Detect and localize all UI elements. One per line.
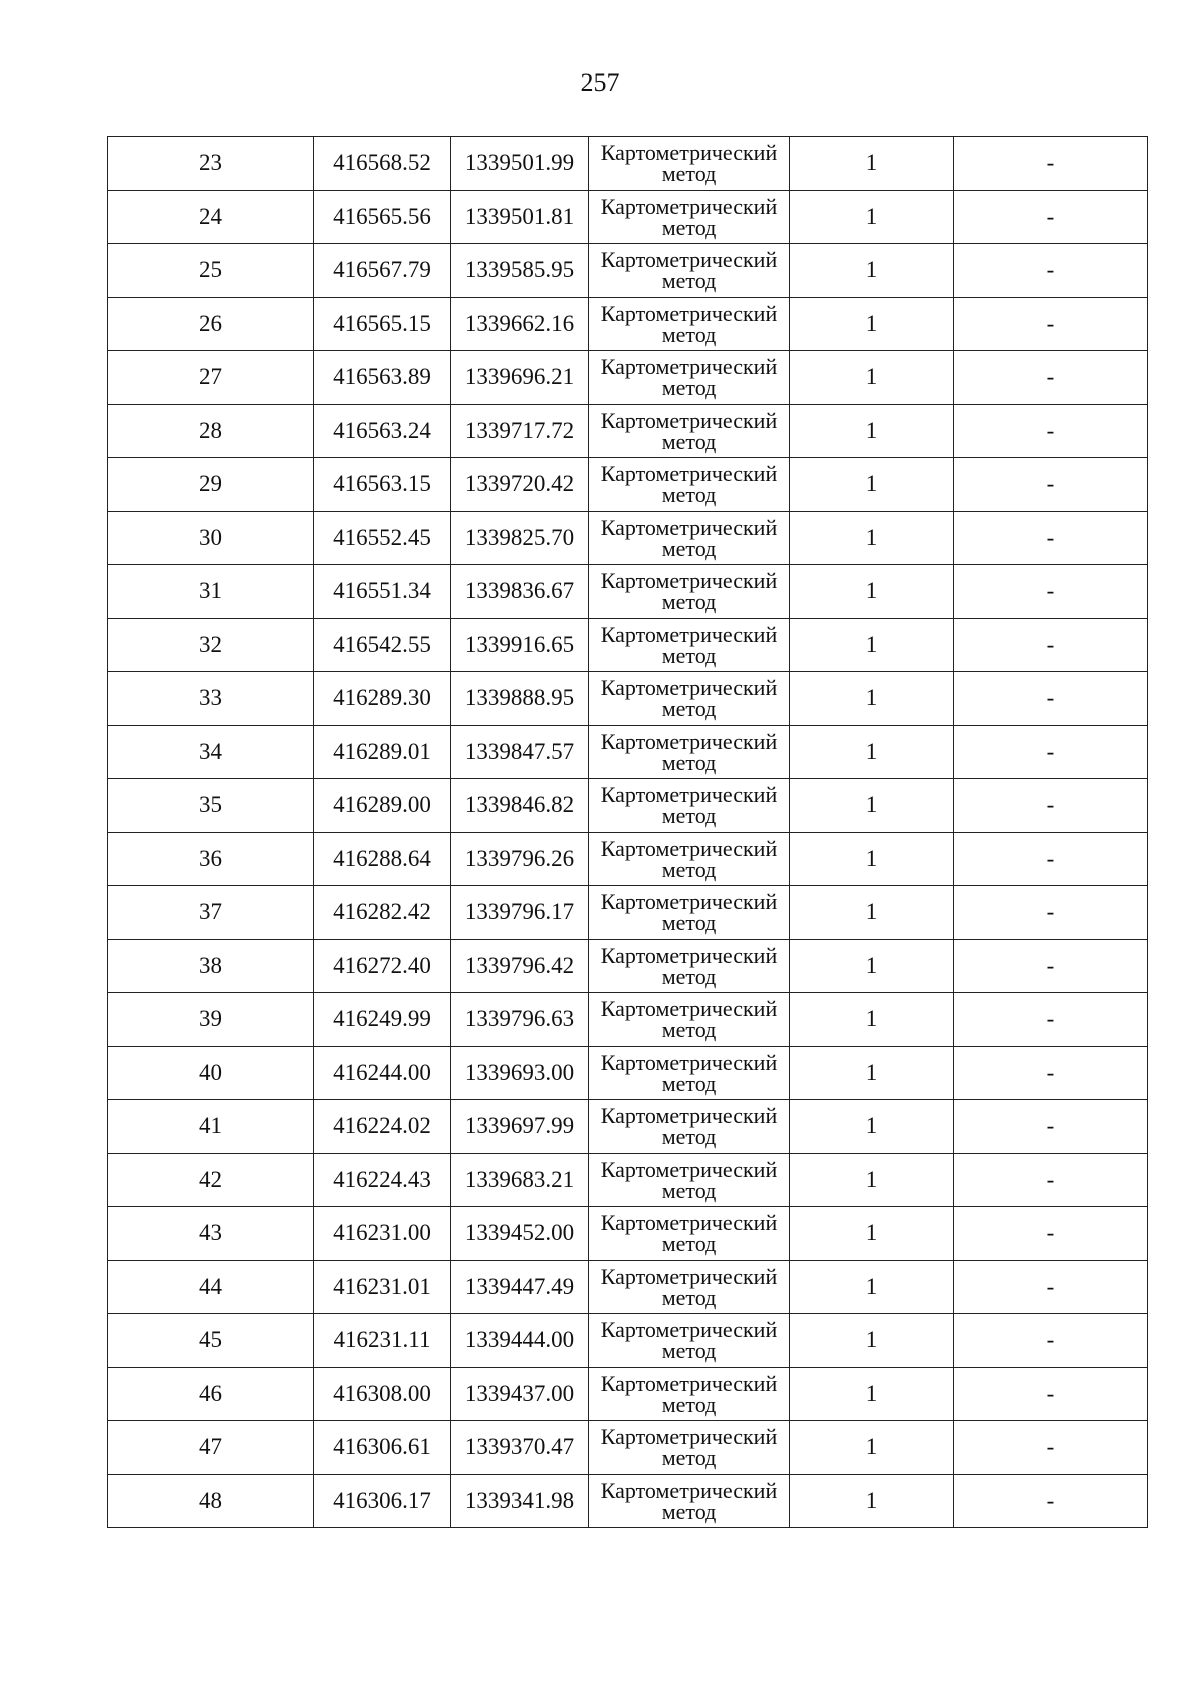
method-label-line1: Картометрический	[600, 835, 778, 861]
precision-cell: 1	[790, 1100, 954, 1154]
y-coordinate-cell: 1339796.63	[451, 993, 589, 1047]
x-coordinate-cell: 416231.01	[314, 1260, 451, 1314]
method-label-line1: Картометрический	[600, 407, 778, 433]
table-row	[108, 1260, 1148, 1314]
method-label-line1: Картометрический	[600, 675, 778, 701]
x-coordinate-cell: 416306.17	[314, 1474, 451, 1528]
method-label-line2: метод	[661, 268, 717, 294]
precision-cell: 1	[790, 297, 954, 351]
x-coordinate-cell: 416565.15	[314, 297, 451, 351]
y-coordinate-cell: 1339916.65	[451, 618, 589, 672]
note-cell: -	[954, 1153, 1148, 1207]
method-cell	[589, 993, 790, 1047]
method-label-line1: Картометрический	[600, 728, 778, 754]
method-label-line1: Картометрический	[600, 1263, 778, 1289]
precision-cell: 1	[790, 886, 954, 940]
y-coordinate-cell: 1339501.99	[451, 137, 589, 191]
x-coordinate-cell: 416565.56	[314, 190, 451, 244]
point-number-cell: 35	[108, 779, 314, 833]
method-label-line2: метод	[661, 856, 717, 882]
method-label-line2: метод	[661, 161, 717, 187]
method-label-line1: Картометрический	[600, 1049, 778, 1075]
note-cell: -	[954, 565, 1148, 619]
table-row	[108, 458, 1148, 512]
point-number-cell: 46	[108, 1367, 314, 1421]
precision-cell: 1	[790, 993, 954, 1047]
y-coordinate-cell: 1339370.47	[451, 1421, 589, 1475]
method-label-line1: Картометрический	[600, 1477, 778, 1503]
method-label-line1: Картометрический	[600, 461, 778, 487]
precision-cell: 1	[790, 511, 954, 565]
method-label-line2: метод	[661, 375, 717, 401]
note-cell: -	[954, 725, 1148, 779]
method-label-line2: метод	[661, 642, 717, 668]
method-label-line2: метод	[661, 1124, 717, 1150]
method-cell	[589, 565, 790, 619]
table-row	[108, 1421, 1148, 1475]
method-label-line2: метод	[661, 696, 717, 722]
precision-cell: 1	[790, 1260, 954, 1314]
y-coordinate-cell: 1339720.42	[451, 458, 589, 512]
table-row	[108, 939, 1148, 993]
table-row	[108, 779, 1148, 833]
method-label-line2: метод	[661, 1231, 717, 1257]
method-label-line2: метод	[661, 1177, 717, 1203]
method-cell	[589, 297, 790, 351]
note-cell: -	[954, 886, 1148, 940]
x-coordinate-cell: 416244.00	[314, 1046, 451, 1100]
method-cell	[589, 244, 790, 298]
point-number-cell: 40	[108, 1046, 314, 1100]
precision-cell: 1	[790, 137, 954, 191]
note-cell: -	[954, 297, 1148, 351]
method-cell	[589, 137, 790, 191]
table-row	[108, 137, 1148, 191]
y-coordinate-cell: 1339662.16	[451, 297, 589, 351]
table-row	[108, 244, 1148, 298]
y-coordinate-cell: 1339847.57	[451, 725, 589, 779]
precision-cell: 1	[790, 404, 954, 458]
note-cell: -	[954, 137, 1148, 191]
method-cell	[589, 832, 790, 886]
point-number-cell: 28	[108, 404, 314, 458]
point-number-cell: 26	[108, 297, 314, 351]
y-coordinate-cell: 1339888.95	[451, 672, 589, 726]
precision-cell: 1	[790, 565, 954, 619]
note-cell: -	[954, 244, 1148, 298]
method-label-line1: Картометрический	[600, 1156, 778, 1182]
method-cell	[589, 1207, 790, 1261]
x-coordinate-cell: 416563.89	[314, 351, 451, 405]
point-number-cell: 44	[108, 1260, 314, 1314]
precision-cell: 1	[790, 725, 954, 779]
note-cell: -	[954, 779, 1148, 833]
method-label-line1: Картометрический	[600, 1317, 778, 1343]
point-number-cell: 41	[108, 1100, 314, 1154]
note-cell: -	[954, 511, 1148, 565]
method-cell	[589, 1153, 790, 1207]
x-coordinate-cell: 416289.00	[314, 779, 451, 833]
table-row	[108, 351, 1148, 405]
coordinates-table-body	[108, 137, 1148, 1528]
precision-cell: 1	[790, 672, 954, 726]
note-cell: -	[954, 190, 1148, 244]
method-cell	[589, 351, 790, 405]
method-label-line2: метод	[661, 1498, 717, 1524]
y-coordinate-cell: 1339796.42	[451, 939, 589, 993]
method-cell	[589, 1421, 790, 1475]
x-coordinate-cell: 416289.01	[314, 725, 451, 779]
x-coordinate-cell: 416249.99	[314, 993, 451, 1047]
point-number-cell: 29	[108, 458, 314, 512]
note-cell: -	[954, 1046, 1148, 1100]
x-coordinate-cell: 416289.30	[314, 672, 451, 726]
method-label-line2: метод	[661, 803, 717, 829]
y-coordinate-cell: 1339825.70	[451, 511, 589, 565]
table-row	[108, 886, 1148, 940]
precision-cell: 1	[790, 458, 954, 512]
method-label-line2: метод	[661, 1445, 717, 1471]
precision-cell: 1	[790, 351, 954, 405]
y-coordinate-cell: 1339796.26	[451, 832, 589, 886]
precision-cell: 1	[790, 1207, 954, 1261]
x-coordinate-cell: 416552.45	[314, 511, 451, 565]
y-coordinate-cell: 1339717.72	[451, 404, 589, 458]
table-row	[108, 725, 1148, 779]
method-label-line2: метод	[661, 535, 717, 561]
point-number-cell: 42	[108, 1153, 314, 1207]
x-coordinate-cell: 416308.00	[314, 1367, 451, 1421]
y-coordinate-cell: 1339836.67	[451, 565, 589, 619]
y-coordinate-cell: 1339437.00	[451, 1367, 589, 1421]
x-coordinate-cell: 416224.02	[314, 1100, 451, 1154]
point-number-cell: 48	[108, 1474, 314, 1528]
method-label-line2: метод	[661, 1284, 717, 1310]
method-cell	[589, 779, 790, 833]
method-label-line1: Картометрический	[600, 300, 778, 326]
method-label-line1: Картометрический	[600, 1370, 778, 1396]
point-number-cell: 31	[108, 565, 314, 619]
x-coordinate-cell: 416567.79	[314, 244, 451, 298]
note-cell: -	[954, 1260, 1148, 1314]
precision-cell: 1	[790, 939, 954, 993]
method-cell	[589, 1367, 790, 1421]
point-number-cell: 43	[108, 1207, 314, 1261]
note-cell: -	[954, 351, 1148, 405]
method-cell	[589, 1100, 790, 1154]
method-cell	[589, 1314, 790, 1368]
method-label-line1: Картометрический	[600, 354, 778, 380]
precision-cell: 1	[790, 618, 954, 672]
point-number-cell: 37	[108, 886, 314, 940]
method-label-line2: метод	[661, 589, 717, 615]
method-cell	[589, 1046, 790, 1100]
point-number-cell: 24	[108, 190, 314, 244]
x-coordinate-cell: 416551.34	[314, 565, 451, 619]
precision-cell: 1	[790, 1046, 954, 1100]
table-row	[108, 511, 1148, 565]
table-row	[108, 1207, 1148, 1261]
x-coordinate-cell: 416231.00	[314, 1207, 451, 1261]
table-row	[108, 672, 1148, 726]
note-cell: -	[954, 458, 1148, 512]
note-cell: -	[954, 404, 1148, 458]
method-label-line2: метод	[661, 1070, 717, 1096]
table-row	[108, 297, 1148, 351]
y-coordinate-cell: 1339452.00	[451, 1207, 589, 1261]
x-coordinate-cell: 416568.52	[314, 137, 451, 191]
precision-cell: 1	[790, 1474, 954, 1528]
note-cell: -	[954, 618, 1148, 672]
method-cell	[589, 886, 790, 940]
method-label-line1: Картометрический	[600, 621, 778, 647]
precision-cell: 1	[790, 1421, 954, 1475]
method-cell	[589, 190, 790, 244]
method-label-line1: Картометрический	[600, 1424, 778, 1450]
x-coordinate-cell: 416282.42	[314, 886, 451, 940]
x-coordinate-cell: 416224.43	[314, 1153, 451, 1207]
x-coordinate-cell: 416231.11	[314, 1314, 451, 1368]
method-label-line2: метод	[661, 321, 717, 347]
method-cell	[589, 939, 790, 993]
method-cell	[589, 725, 790, 779]
method-cell	[589, 404, 790, 458]
y-coordinate-cell: 1339447.49	[451, 1260, 589, 1314]
method-label-line1: Картометрический	[600, 942, 778, 968]
point-number-cell: 32	[108, 618, 314, 672]
y-coordinate-cell: 1339693.00	[451, 1046, 589, 1100]
method-label-line1: Картометрический	[600, 193, 778, 219]
point-number-cell: 47	[108, 1421, 314, 1475]
table-row	[108, 1100, 1148, 1154]
point-number-cell: 39	[108, 993, 314, 1047]
method-label-line2: метод	[661, 963, 717, 989]
y-coordinate-cell: 1339683.21	[451, 1153, 589, 1207]
y-coordinate-cell: 1339696.21	[451, 351, 589, 405]
y-coordinate-cell: 1339846.82	[451, 779, 589, 833]
point-number-cell: 23	[108, 137, 314, 191]
method-cell	[589, 1260, 790, 1314]
table-row	[108, 1153, 1148, 1207]
method-label-line2: метод	[661, 749, 717, 775]
method-label-line2: метод	[661, 1338, 717, 1364]
y-coordinate-cell: 1339444.00	[451, 1314, 589, 1368]
method-label-line2: метод	[661, 214, 717, 240]
method-cell	[589, 672, 790, 726]
table-row	[108, 404, 1148, 458]
table-row	[108, 1474, 1148, 1528]
x-coordinate-cell: 416563.24	[314, 404, 451, 458]
method-label-line1: Картометрический	[600, 1103, 778, 1129]
precision-cell: 1	[790, 244, 954, 298]
x-coordinate-cell: 416542.55	[314, 618, 451, 672]
note-cell: -	[954, 1314, 1148, 1368]
method-label-line1: Картометрический	[600, 568, 778, 594]
table-row	[108, 618, 1148, 672]
precision-cell: 1	[790, 779, 954, 833]
x-coordinate-cell: 416563.15	[314, 458, 451, 512]
method-label-line2: метод	[661, 428, 717, 454]
y-coordinate-cell: 1339341.98	[451, 1474, 589, 1528]
point-number-cell: 25	[108, 244, 314, 298]
table-row	[108, 993, 1148, 1047]
note-cell: -	[954, 832, 1148, 886]
method-label-line2: метод	[661, 1391, 717, 1417]
method-cell	[589, 458, 790, 512]
point-number-cell: 33	[108, 672, 314, 726]
note-cell: -	[954, 1421, 1148, 1475]
method-label-line2: метод	[661, 482, 717, 508]
x-coordinate-cell: 416306.61	[314, 1421, 451, 1475]
method-label-line1: Картометрический	[600, 782, 778, 808]
note-cell: -	[954, 1207, 1148, 1261]
table-row	[108, 832, 1148, 886]
method-label-line1: Картометрический	[600, 889, 778, 915]
note-cell: -	[954, 1474, 1148, 1528]
method-label-line1: Картометрический	[600, 140, 778, 166]
y-coordinate-cell: 1339501.81	[451, 190, 589, 244]
point-number-cell: 45	[108, 1314, 314, 1368]
precision-cell: 1	[790, 1367, 954, 1421]
page-number: 257	[580, 68, 620, 97]
point-number-cell: 27	[108, 351, 314, 405]
precision-cell: 1	[790, 190, 954, 244]
x-coordinate-cell: 416288.64	[314, 832, 451, 886]
method-label-line1: Картометрический	[600, 1210, 778, 1236]
table-row	[108, 1314, 1148, 1368]
method-cell	[589, 511, 790, 565]
table-row	[108, 1367, 1148, 1421]
table-row	[108, 1046, 1148, 1100]
point-number-cell: 30	[108, 511, 314, 565]
precision-cell: 1	[790, 832, 954, 886]
point-number-cell: 36	[108, 832, 314, 886]
note-cell: -	[954, 1367, 1148, 1421]
note-cell: -	[954, 1100, 1148, 1154]
method-label-line2: метод	[661, 1017, 717, 1043]
note-cell: -	[954, 672, 1148, 726]
point-number-cell: 38	[108, 939, 314, 993]
note-cell: -	[954, 993, 1148, 1047]
method-label-line2: метод	[661, 910, 717, 936]
method-cell	[589, 618, 790, 672]
y-coordinate-cell: 1339796.17	[451, 886, 589, 940]
point-number-cell: 34	[108, 725, 314, 779]
method-cell	[589, 1474, 790, 1528]
table-row	[108, 190, 1148, 244]
x-coordinate-cell: 416272.40	[314, 939, 451, 993]
method-label-line1: Картометрический	[600, 514, 778, 540]
coordinates-table	[107, 136, 1148, 1528]
table-row	[108, 565, 1148, 619]
note-cell: -	[954, 939, 1148, 993]
y-coordinate-cell: 1339697.99	[451, 1100, 589, 1154]
method-label-line1: Картометрический	[600, 247, 778, 273]
precision-cell: 1	[790, 1314, 954, 1368]
method-label-line1: Картометрический	[600, 996, 778, 1022]
y-coordinate-cell: 1339585.95	[451, 244, 589, 298]
precision-cell: 1	[790, 1153, 954, 1207]
